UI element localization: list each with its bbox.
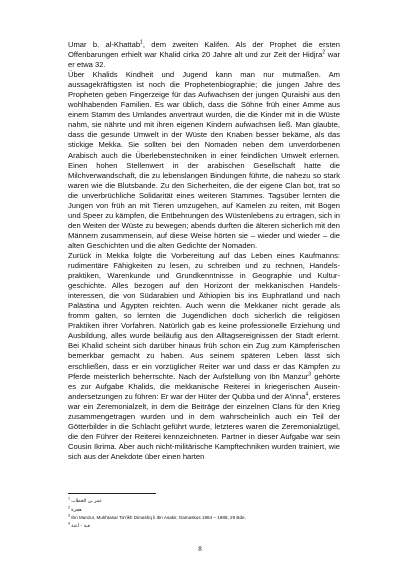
- body-text: [68, 40, 340, 462]
- footnote-ref-2: 2: [322, 49, 326, 56]
- footnote-ref-4: 4: [305, 391, 309, 398]
- footnote-4: $^4$ قبة - أعنة: [68, 521, 90, 530]
- paragraph-1: Umar b. al-Khattab$^1$, dem zweiten Kalifen. Als der Prophet die ersten Offenbarungen erhielt war Khalid cirka 20 Jahre alt und zur Zeit der Hidjra$^2$ war er etwa 32.: [68, 39, 340, 70]
- paragraph-2: Über Khalids Kindheit und Jugend kann man nur mutmaßen. Am aussagekräftigsten ist noch die Prophetenbiographie; die jungen Jahre des Propheten geben Fingerzeige für das Aufwachsen der jungen Quraishi aus den wohlhabenden Familien. Es war üblich, dass die Söhne früh einer Amme aus einem Stamm des Umlandes anvertraut wurden, die die Kinder mit in die Wüste nahm, sie nährte und mit ihren eigenen Kindern aufwachsen ließ. Man glaubte, dass die gesunde Umwelt in der Wüste den Knaben besser bekäme, als das stickige Mekka. Sie sollten bei den Nomaden neben dem unverdorbenen Arabisch auch die Überlebenstechniken in einer feindlichen Umwelt erlernen. Einen hohen Stellenwert in der arabischen Gesellschaft hatte die Milchverwandschaft, die zu lebenslangen Bindungen führte, die nahezu so stark waren wie die Blutsbande. Zu den Sicherheiten, die der eigene Clan bot, trat so die unverbrüchliche Solidarität eines weiteren Stammes. Tagsüber lernten die Jungen von früh an mit Tieren umzugehen, auf Kamelen zu reiten, mit Bogen und Speer zu kämpfen, die Entbehrungen des Wüstenlebens zu ertragen, sich in den Weiten der Wüste zu bewegen; abends durften die älteren sicherlich mit den Männern zusammensein, auf diese Weise hörten sie – wieder und wieder – die alten Geschichten und die alten Gedichte der Nomaden.: [68, 70, 340, 250]
- footnote-1: $^1$ عمر بن الخطاب: [68, 496, 103, 504]
- footnote-ref-3: 3: [308, 371, 312, 378]
- footnote-separator: [68, 493, 156, 494]
- footnotes: [68, 497, 340, 531]
- footnote-3: $^3$ Ibn Manzur, Mukhtasar Ta’rikh Dimashq li Ibn Asakir, Damaskus 1984 – 1988, 29 Bde.: [68, 513, 246, 521]
- footnote-2: $^2$ هجرة: [68, 505, 82, 513]
- page-number: 8: [198, 545, 202, 553]
- footnote-ref-1: 1: [140, 39, 143, 46]
- paragraph-3: Zurück in Mekka folgte die Vorbereitung auf das Leben eines Kaufmanns: rudimentäre Fähigkeiten zu lesen, zu schreiben und zu rechnen, Handelspraktiken, Warenkunde und Grundkenntnisse in Geographie und Kulturgeschichte. Alles bezogen auf den Horizont der mekkanischen Handelsinteressen, die von Südarabien und Äthiopien bis ins Euphratland und nach Palästina und Ägypten reichten. Auch wenn die Mekkaner nicht gerade als fromm galten, so lernten die Jugendlichen doch sicherlich die religiösen Praktiken ihrer Vorfahren. Natürlich gab es keine professionelle Erziehung und Ausbildung, alles wurde beiläufig aus den Alltagsereignissen der Stadt erlernt. Bei Khalid scheint sich darüber hinaus früh schon ein Zug zum Kämpferischen bemerkbar gemacht zu haben. Aus seinem späteren Leben lässt sich erschließen, dass er ein vorzüglicher Reiter war und dass er das Kämpfen zu Pferde meisterlich beherrschte. Nach der Aufstellung von Ibn Manzur$^3$ gehörte es zur Aufgabe Khalids, die mekkanische Reiterei in kriegerischen Auseinandersetzungen zu führen: Er war der Hüter der Qubba und der A'inna$^4$, ersteres war ein Zeremonialzelt, in dem die Beiträge der einzelnen Clans für den Krieg zusammengetragen wurden und in dem wahrscheinlich auch ein Teil der Götterbilder in die Schlacht geführt wurde, letzteres waren die Zeremonialzügel, die den Führer der Reiterei kennzeichneten. Partner in dieser Aufgabe war sein Cousin Ikrima. Aber auch nicht-militärische Kampftechniken wurden trainiert, wie sich aus der Anekdote über einen harten: [68, 250, 340, 461]
